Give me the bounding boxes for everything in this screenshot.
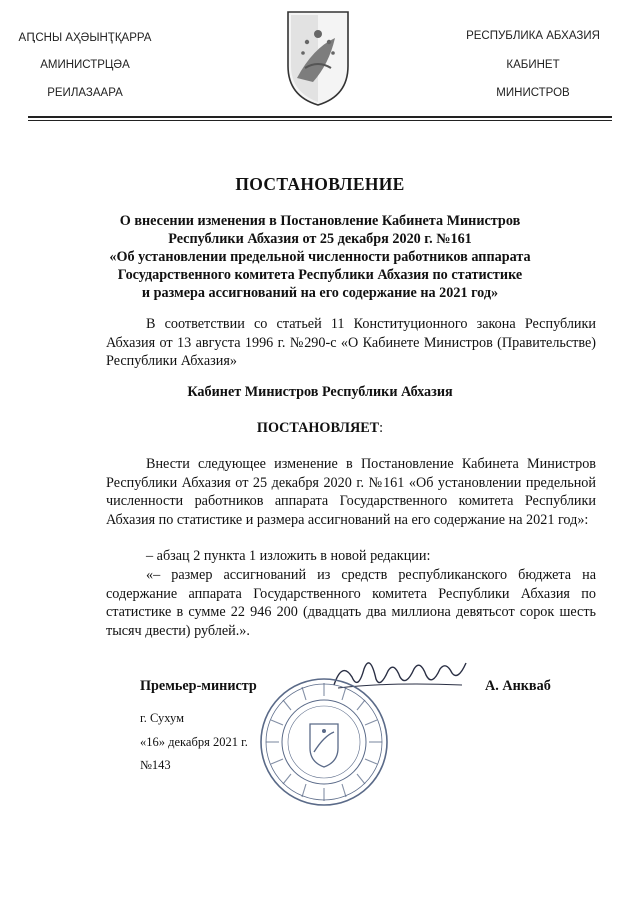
body-paragraph-3: «– размер ассигнований из средств республиканского бюджета на содержание аппарата Государственного комитета Республики Абхазия по статистике в сумме 22 946 200 (двадцать два миллиона девятьсот сорок шесть тысяч двести) рублей.». — [106, 567, 596, 639]
resolves-word: ПОСТАНОВЛЯЕТ — [256, 420, 380, 436]
header-divider-thick — [28, 116, 612, 118]
date-of-issue: «16» декабря 2021 г. — [140, 735, 248, 749]
signatory-name: А. Анкваб — [485, 678, 551, 694]
header-right-line-2: КАБИНЕТ — [506, 59, 560, 71]
subject-line: О внесении изменения в Постановление Кабинета Министров — [119, 213, 521, 229]
header-left-line-3: РЕИЛАЗААРА — [47, 87, 123, 99]
preamble-paragraph: В соответствии со статьей 11 Конституционного закона Республики Абхазия от 13 августа 1996 г. №290-с «О Кабинете Министров (Правительстве) Республики Абхазия» — [106, 316, 596, 369]
document-title: ПОСТАНОВЛЕНИЕ — [235, 174, 405, 194]
official-seal-stamp — [258, 676, 390, 808]
resolves-heading — [0, 420, 640, 437]
issuer-line: Кабинет Министров Республики Абхазия — [187, 384, 453, 400]
subject-line: и размера ассигнований на его содержание на 2021 год» — [141, 285, 499, 301]
coat-of-arms-emblem — [283, 8, 353, 108]
document-subject — [100, 212, 540, 302]
header-left-line-2: АМИНИСТРЦӘА — [40, 59, 130, 71]
header-right-line-3: МИНИСТРОВ — [496, 87, 570, 99]
header-divider-thin — [28, 120, 612, 121]
body-paragraph-2: – абзац 2 пункта 1 изложить в новой редакции: — [146, 548, 431, 564]
document-number: №143 — [140, 758, 171, 772]
header-right-line-1: РЕСПУБЛИКА АБХАЗИЯ — [466, 30, 600, 42]
place-of-issue: г. Сухум — [140, 711, 185, 725]
subject-line: Республики Абхазия от 25 декабря 2020 г. №161 — [168, 231, 472, 247]
subject-line: «Об установлении предельной численности работников аппарата — [109, 249, 531, 265]
signatory-role: Премьер-министр — [140, 678, 257, 694]
subject-line: Государственного комитета Республики Абхазия по статистике — [117, 267, 523, 283]
body-paragraph-1: Внести следующее изменение в Постановление Кабинета Министров Республики Абхазия от 25 декабря 2020 г. №161 «Об установлении предельной численности работников аппарата Государственного комитета Республики Абхазия по статистике и размера ассигнований на его содержание на 2021 год»: — [106, 456, 596, 528]
header-left-line-1: АԤСНЫ АҲӘЫНҬҚАРРА — [18, 32, 152, 44]
resolves-colon: : — [379, 420, 384, 436]
